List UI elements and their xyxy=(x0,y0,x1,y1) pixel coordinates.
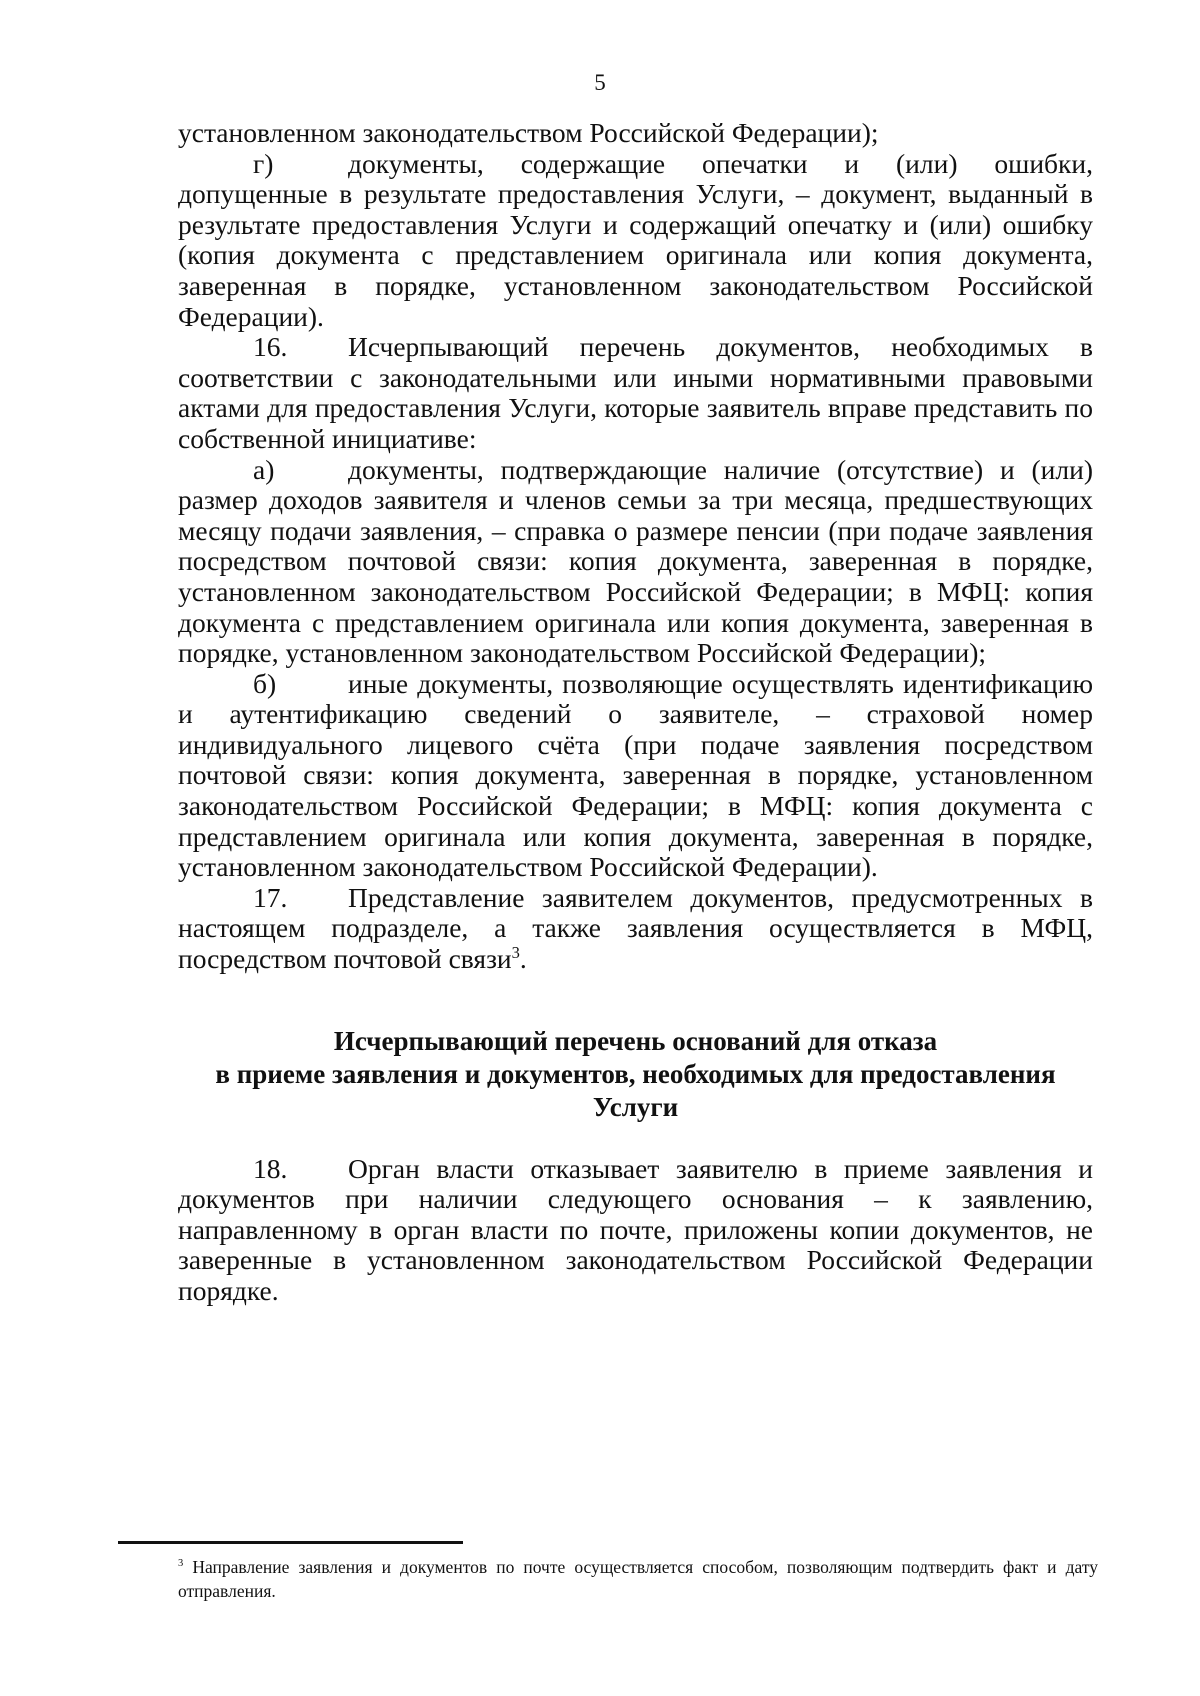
item-marker: 18. xyxy=(253,1152,288,1184)
paragraph-text: иные документы, позволяющие осуществлять идентификацию и аутентификацию сведений о заявителе, – страховой номер индивидуального лицевого счёта (при подаче заявления посредством почтовой связи: копия документа, заверенная в порядке, установленном законодательством Российской Федерации; в МФЦ: копия документа с представлением оригинала или копия документа, заверенная в порядке, установленном законодательством Российской Федерации). xyxy=(178,667,1093,883)
paragraph-18 xyxy=(178,1154,1093,1307)
footnote-marker: 3 xyxy=(178,1558,184,1570)
paragraph-text: Орган власти отказывает заявителю в приеме заявления и документов при наличии следующего основания – к заявлению, направленному в орган власти по почте, приложены копии документов, не заверенные в установленном законодательством Российской Федерации порядке. xyxy=(178,1152,1093,1306)
heading-line: в приеме заявления и документов, необходимых для предоставления xyxy=(215,1058,1056,1089)
paragraph-17 xyxy=(178,883,1093,975)
paragraph-16 xyxy=(178,332,1093,454)
paragraph-item-b xyxy=(178,669,1093,883)
page-number: 5 xyxy=(594,70,606,95)
paragraph-text: Исчерпывающий перечень документов, необходимых в соответствии с законодательными или иными нормативными правовыми актами для предоставления Услуги, которые заявитель вправе представить по собственной инициативе: xyxy=(178,331,1093,454)
footnote xyxy=(178,1555,1098,1603)
document-body xyxy=(178,118,1093,1307)
heading-line: Услуги xyxy=(592,1091,679,1122)
section-heading xyxy=(178,1025,1093,1124)
item-marker: 16. xyxy=(253,331,288,363)
item-marker: а) xyxy=(253,453,275,485)
footnote-text: Направление заявления и документов по почте осуществляется способом, позволяющим подтвердить факт и дату отправления. xyxy=(178,1557,1098,1601)
item-marker: б) xyxy=(253,667,277,699)
paragraph-text: Представление заявителем документов, предусмотренных в настоящем подразделе, а также заявления осуществляется в МФЦ, посредством почтовой связи xyxy=(178,881,1093,975)
paragraph-end: . xyxy=(519,943,527,975)
paragraph-text: документы, подтверждающие наличие (отсутствие) и (или) размер доходов заявителя и членов семьи за три месяца, предшествующих месяцу подачи заявления, – справка о размере пенсии (при подаче заявления посредством почтовой связи: копия документа, заверенная в порядке, установленном законодательством Российской Федерации; в МФЦ: копия документа с представлением оригинала или копия документа, заверенная в порядке, установленном законодательством Российской Федерации); xyxy=(178,453,1093,669)
item-marker: г) xyxy=(253,147,274,179)
paragraph-item-g xyxy=(178,149,1093,333)
footnote-divider xyxy=(118,1541,463,1544)
paragraph-continuation xyxy=(178,118,1093,149)
paragraph-text: документы, содержащие опечатки и (или) ошибки, допущенные в результате предоставления Услуги, – документ, выданный в результате предоставления Услуги и содержащий опечатку и (или) ошибку (копия документа с представлением оригинала или копия документа, заверенная в порядке, установленном законодательством Российской Федерации). xyxy=(178,147,1093,332)
item-marker: 17. xyxy=(253,881,288,913)
footnote-reference: 3 xyxy=(511,942,520,962)
heading-line: Исчерпывающий перечень оснований для отказа xyxy=(333,1025,938,1056)
paragraph-item-a xyxy=(178,455,1093,669)
paragraph-text: установленном законодательством Российской Федерации); xyxy=(178,117,879,148)
